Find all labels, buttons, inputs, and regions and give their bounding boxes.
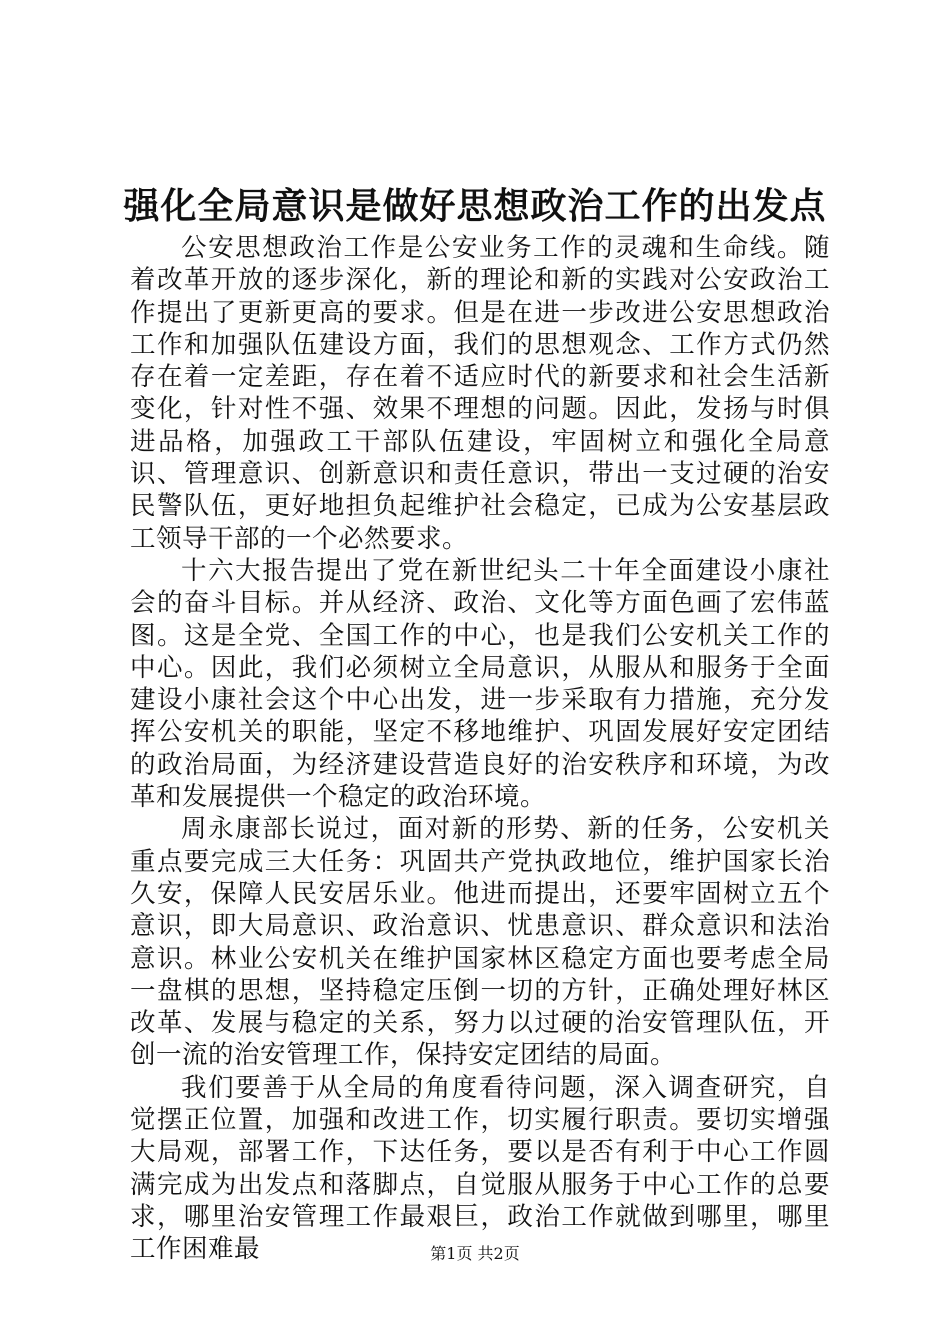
document-body [130, 232, 830, 1266]
page-footer [0, 1243, 950, 1265]
paragraph: 十六大报告提出了党在新世纪头二十年全面建设小康社会的奋斗目标。并从经济、政治、文化等方面色画了宏伟蓝图。这是全党、全国工作的中心，也是我们公安机关工作的中心。因此，我们必须树立全局意识，从服从和服务于全面建设小康社会这个中心出发，进一步采取有力措施，充分发挥公安机关的职能，坚定不移地维护、巩固发展好安定团结的政治局面，为经济建设营造良好的治安秩序和环境，为改革和发展提供一个稳定的政治环境。 [130, 555, 830, 813]
paragraph: 我们要善于从全局的角度看待问题，深入调查研究，自觉摆正位置，加强和改进工作，切实履行职责。要切实增强大局观，部署工作，下达任务，要以是否有利于中心工作圆满完成为出发点和落脚点，自觉服从服务于中心工作的总要求，哪里治安管理工作最艰巨，政治工作就做到哪里，哪里工作困难最 [130, 1072, 830, 1265]
paragraph: 周永康部长说过，面对新的形势、新的任务，公安机关重点要完成三大任务：巩固共产党执政地位，维护国家长治久安，保障人民安居乐业。他进而提出，还要牢固树立五个意识，即大局意识、政治意识、忧患意识、群众意识和法治意识。林业公安机关在维护国家林区稳定方面也要考虑全局一盘棋的思想，坚持稳定压倒一切的方针，正确处理好林区改革、发展与稳定的关系，努力以过硬的治安管理队伍，开创一流的治安管理工作，保持安定团结的局面。 [130, 814, 830, 1071]
paragraph: 公安思想政治工作是公安业务工作的灵魂和生命线。随着改革开放的逐步深化，新的理论和新的实践对公安政治工作提出了更新更高的要求。但是在进一步改进公安思想政治工作和加强队伍建设方面，我们的思想观念、工作方式仍然存在着一定差距，存在着不适应时代的新要求和社会生活新变化，针对性不强、效果不理想的问题。因此，发扬与时俱进品格，加强政工干部队伍建设，牢固树立和强化全局意识、管理意识、创新意识和责任意识，带出一支过硬的治安民警队伍，更好地担负起维护社会稳定，已成为公安基层政工领导干部的一个必然要求。 [130, 233, 830, 554]
page-number: 第1页 共2页 [430, 1244, 520, 1263]
page-title: 强化全局意识是做好思想政治工作的出发点 [123, 185, 827, 227]
